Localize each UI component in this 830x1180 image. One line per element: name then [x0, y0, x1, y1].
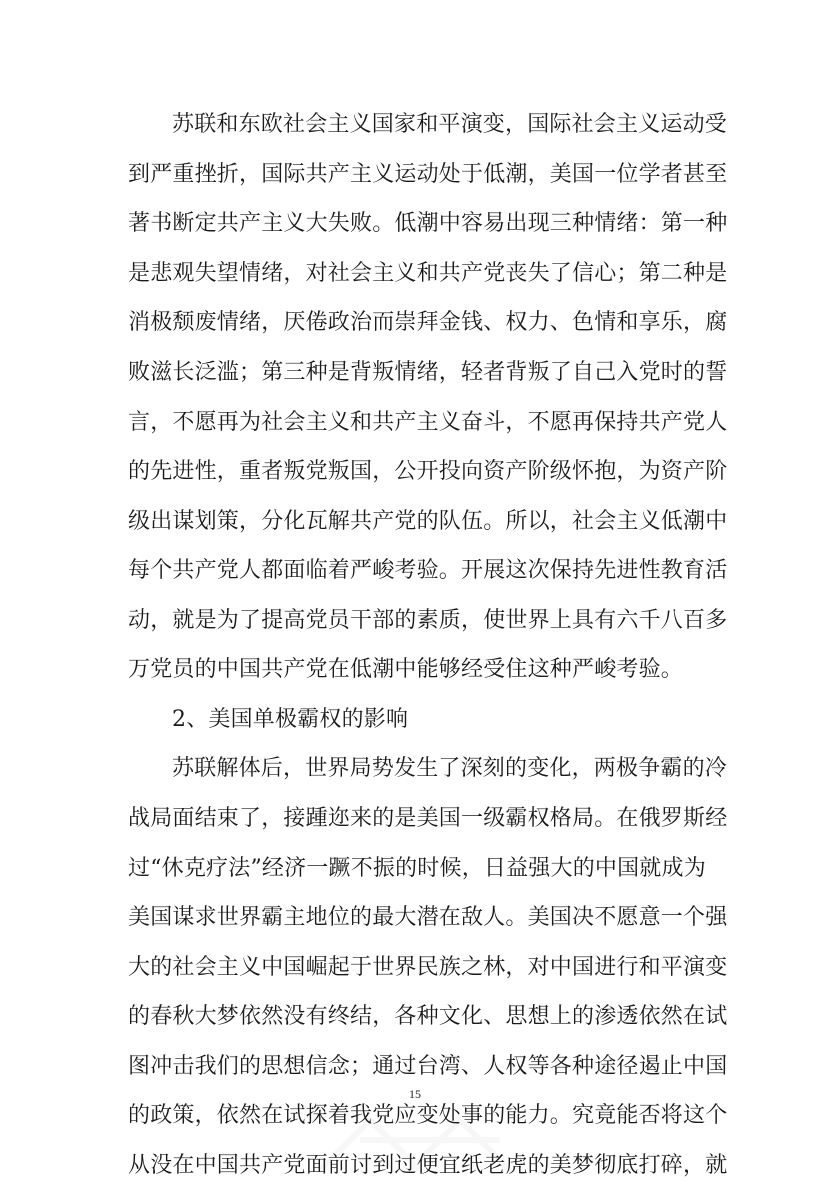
paragraph-2-line-9: 从没在中国共产党面前讨到过便宜纸老虎的美梦彻底打碎，就 — [128, 1153, 728, 1178]
paragraph-2-line-8: 的政策，依然在试探着我党应变处事的能力。究竟能否将这个 — [128, 1103, 728, 1128]
paragraph-2-line-7: 图冲击我们的思想信念；通过台湾、人权等各种途径遏止中国 — [128, 1054, 728, 1079]
paragraph-2-line-4: 美国谋求世界霸主地位的最大潜在敌人。美国决不愿意一个强 — [128, 905, 728, 930]
paragraph-1-line-7: 言，不愿再为社会主义和共产主义奋斗，不愿再保持共产党人 — [128, 410, 728, 435]
paragraph-1-line-6: 败滋长泛滥；第三种是背叛情绪，轻者背叛了自己入党时的誓 — [128, 360, 728, 385]
paragraph-1-line-11: 动，就是为了提高党员干部的素质，使世界上具有六千八百多 — [128, 608, 728, 633]
paragraph-2-line-5: 大的社会主义中国崛起于世界民族之林，对中国进行和平演变 — [128, 955, 728, 980]
page-number: 15 — [409, 1087, 421, 1101]
paragraph-1-line-10: 每个共产党人都面临着严峻考验。开展这次保持先进性教育活 — [128, 558, 728, 583]
paragraph-2-line-3: 过“休克疗法”经济一蹶不振的时候，日益强大的中国就成为 — [128, 856, 706, 881]
paragraph-1-line-4: 是悲观失望情绪，对社会主义和共产党丧失了信心；第二种是 — [128, 261, 728, 286]
section-heading: 2、美国单极霸权的影响 — [172, 707, 409, 732]
paragraph-2-line-1: 苏联解体后，世界局势发生了深刻的变化，两极争霸的冷 — [172, 756, 728, 781]
paragraph-1-line-12: 万党员的中国共产党在低潮中能够经受住这种严峻考验。 — [128, 657, 684, 682]
paragraph-1-line-9: 级出谋划策，分化瓦解共产党的队伍。所以，社会主义低潮中 — [128, 509, 728, 534]
paragraph-2-line-6: 的春秋大梦依然没有终结，各种文化、思想上的渗透依然在试 — [128, 1004, 728, 1029]
paragraph-1-line-2: 到严重挫折，国际共产主义运动处于低潮，美国一位学者甚至 — [128, 162, 728, 187]
paragraph-1-line-5: 消极颓废情绪，厌倦政治而崇拜金钱、权力、色情和享乐，腐 — [128, 310, 728, 335]
paragraph-1-line-3: 著书断定共产主义大失败。低潮中容易出现三种情绪：第一种 — [128, 211, 728, 236]
paragraph-1-line-1: 苏联和东欧社会主义国家和平演变，国际社会主义运动受 — [172, 112, 728, 137]
paragraph-1-line-8: 的先进性，重者叛党叛国，公开投向资产阶级怀抱，为资产阶 — [128, 459, 728, 484]
paragraph-2-line-2: 战局面结束了，接踵迩来的是美国一级霸权格局。在俄罗斯经 — [128, 806, 728, 831]
